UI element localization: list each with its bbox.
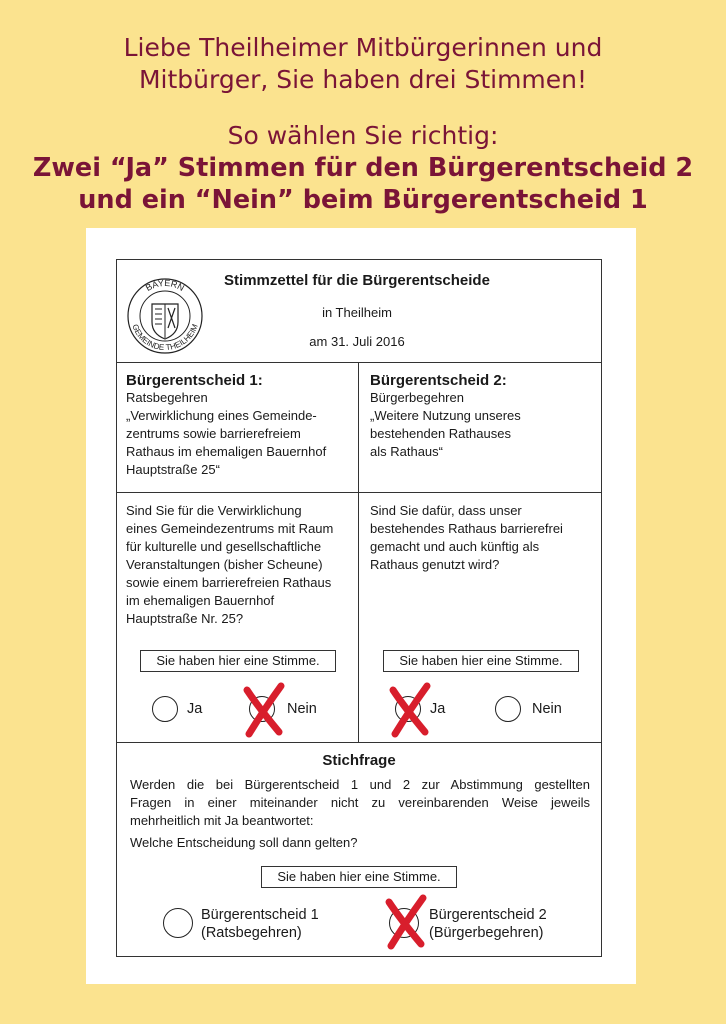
be1-desc-line: Rathaus im ehemaligen Bauernhof [126,444,327,459]
be1-question-line: Veranstaltungen (bisher Scheune) [126,557,323,572]
header-line-3: So wählen Sie richtig: [227,121,499,150]
be2-desc-line: bestehenden Rathauses [370,426,511,441]
stichfrage-be1-radio[interactable] [163,908,193,938]
stichfrage-text [130,776,590,852]
stichfrage-vote-note: Sie haben hier eine Stimme. [261,866,457,888]
stichfrage-heading: Stichfrage [322,752,396,769]
be2-question-line: bestehendes Rathaus barrierefrei [370,521,563,536]
be1-nein-cross-mark [241,682,287,738]
header-intro [0,32,726,96]
header-line-4: Zwei “Ja” Stimmen für den Bürgerentscheid 2 [32,153,694,183]
stichfrage-option-2-line: Bürgerentscheid 2 [429,907,547,923]
be2-heading: Bürgerentscheid 2: [370,372,507,389]
be1-desc-line: zentrums sowie barrierefreiem [126,426,301,441]
divider [117,492,601,493]
header-instructions [0,152,726,216]
be2-ja-cross-mark [387,682,433,738]
stichfrage-option-1-line: Bürgerentscheid 1 [201,907,319,923]
stichfrage-text-line: Werden die bei Bürgerentscheid 1 und 2 zur Abstimmung gestellten [130,777,590,792]
be2-question-line: gemacht und auch künftig als [370,539,540,554]
be1-question-line: im ehemaligen Bauernhof [126,593,275,608]
be1-desc-line: Hauptstraße 25“ [126,462,220,477]
seal-bottom-text: GEMEINDE THEILHEIM [130,322,200,353]
header-line-5: und ein “Nein” beim Bürgerentscheid 1 [78,185,648,215]
be2-question-line: Rathaus genutzt wird? [370,557,500,572]
ballot-place: in Theilheim [322,305,392,320]
be1-ja-radio[interactable] [152,696,178,722]
be2-type: Bürgerbegehren [370,390,464,405]
stichfrage-question: Welche Entscheidung soll dann gelten? [130,835,358,850]
be1-question [126,502,354,628]
stichfrage-option-1 [201,906,319,942]
seal-top-text: BAYERN [143,277,187,293]
be1-question-line: für kulturelle und gesellschaftliche [126,539,322,554]
be1-question-line: eines Gemeindezentrums mit Raum [126,521,334,536]
ballot-paper [86,228,636,984]
be2-nein-radio[interactable] [495,696,521,722]
be2-nein-label: Nein [532,701,562,717]
municipality-seal [125,276,205,356]
be1-question-line: sowie einem barrierefreien Rathaus [126,575,332,590]
header-line-2: Mitbürger, Sie haben drei Stimmen! [138,65,588,94]
stichfrage-be2-cross-mark [383,894,429,950]
be2-description [370,372,598,461]
ballot-date: am 31. Juli 2016 [309,334,405,349]
be2-ja-label: Ja [430,701,446,717]
be1-vote-note: Sie haben hier eine Stimme. [140,650,336,672]
ballot-form [116,259,602,957]
stichfrage-option-2-line: (Bürgerbegehren) [429,925,544,941]
stichfrage-option-1-line: (Ratsbegehren) [201,925,302,941]
stichfrage-option-2 [429,906,547,942]
be2-desc-line: als Rathaus“ [370,444,443,459]
stichfrage-text-line: Fragen in einer miteinander nicht zu vereinbarenden Weise jeweils [130,795,590,810]
be1-question-line: Sind Sie für die Verwirklichung [126,503,302,518]
be2-question [370,502,598,574]
ballot-title: Stimmzettel für die Bürgerentscheide [224,272,490,289]
be2-question-line: Sind Sie dafür, dass unser [370,503,522,518]
be1-type: Ratsbegehren [126,390,208,405]
stichfrage-text-line: mehrheitlich mit Ja beantwortet: [130,813,314,828]
be2-vote-note: Sie haben hier eine Stimme. [383,650,579,672]
divider [358,362,359,742]
be1-heading: Bürgerentscheid 1: [126,372,263,389]
be1-nein-label: Nein [287,701,317,717]
be1-question-line: Hauptstraße Nr. 25? [126,611,244,626]
be1-description [126,372,354,479]
be1-ja-label: Ja [187,701,203,717]
be2-desc-line: „Weitere Nutzung unseres [370,408,521,423]
be1-desc-line: „Verwirklichung eines Gemeinde- [126,408,317,423]
header-line-1: Liebe Theilheimer Mitbürgerinnen und [123,33,603,62]
divider [117,742,601,743]
